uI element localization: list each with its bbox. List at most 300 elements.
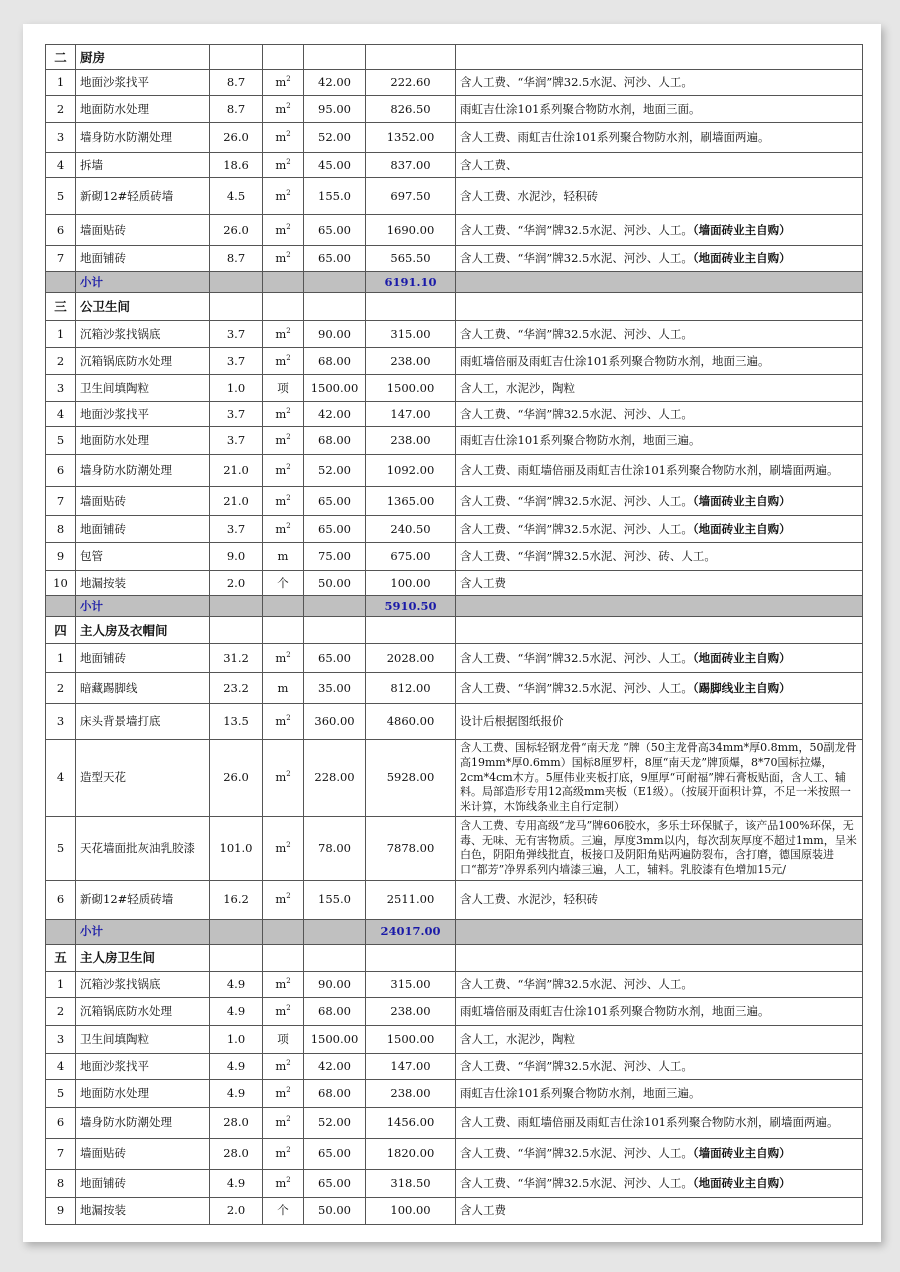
unit-base: m xyxy=(275,1146,287,1161)
item-unit-price: 360.00 xyxy=(304,704,366,740)
table-row xyxy=(46,348,863,375)
item-quantity: 101.0 xyxy=(210,816,263,880)
empty-cell xyxy=(456,596,863,617)
row-number: 9 xyxy=(46,1197,76,1224)
item-name: 沉箱锅底防水处理 xyxy=(76,348,210,375)
item-total: 5928.00 xyxy=(366,740,456,817)
subtotal-row xyxy=(46,919,863,944)
unit-base: m xyxy=(275,222,287,237)
empty-cell xyxy=(46,596,76,617)
item-total: 697.50 xyxy=(366,178,456,215)
item-quantity: 3.7 xyxy=(210,516,263,543)
empty-cell xyxy=(46,919,76,944)
row-number: 7 xyxy=(46,1138,76,1169)
item-total: 100.00 xyxy=(366,571,456,596)
description-text: 含人工费、“华润”牌32.5水泥、河沙、人工。 xyxy=(460,976,693,991)
item-name: 地面沙浆找平 xyxy=(76,70,210,96)
description-text: 含人工费、“华润”牌32.5水泥、河沙、人工。 xyxy=(460,326,693,341)
item-total: 837.00 xyxy=(366,153,456,178)
description-text: 含人工费、“华润”牌32.5水泥、河沙、人工。 xyxy=(460,680,693,695)
item-unit-price: 78.00 xyxy=(304,816,366,880)
table-row xyxy=(46,971,863,997)
item-total: 826.50 xyxy=(366,96,456,123)
row-number: 7 xyxy=(46,487,76,516)
item-quantity: 1.0 xyxy=(210,375,263,402)
table-row xyxy=(46,70,863,96)
item-total: 1690.00 xyxy=(366,215,456,246)
item-unit-price: 68.00 xyxy=(304,348,366,375)
item-unit-price: 50.00 xyxy=(304,1197,366,1224)
item-unit xyxy=(263,1138,304,1169)
item-unit xyxy=(263,402,304,427)
item-name: 地漏按装 xyxy=(76,1197,210,1224)
item-total: 315.00 xyxy=(366,321,456,348)
item-description xyxy=(456,1079,863,1107)
item-unit xyxy=(263,427,304,455)
item-quantity: 4.5 xyxy=(210,178,263,215)
unit-base: m xyxy=(275,75,287,89)
section-header xyxy=(46,293,863,321)
row-number: 7 xyxy=(46,246,76,272)
item-total: 238.00 xyxy=(366,348,456,375)
item-quantity: 28.0 xyxy=(210,1138,263,1169)
empty-cell xyxy=(366,944,456,971)
section-title: 公卫生间 xyxy=(76,293,210,321)
item-description xyxy=(456,543,863,571)
item-total: 238.00 xyxy=(366,1079,456,1107)
owner-supplied-note: （地面砖业主自购） xyxy=(692,650,791,665)
empty-cell xyxy=(456,293,863,321)
item-unit: 项 xyxy=(263,375,304,402)
table-row xyxy=(46,543,863,571)
item-quantity: 23.2 xyxy=(210,673,263,704)
unit-base: m xyxy=(275,406,287,421)
item-name: 地面铺砖 xyxy=(76,246,210,272)
item-quantity: 16.2 xyxy=(210,880,263,919)
row-number: 1 xyxy=(46,70,76,96)
item-quantity: 3.7 xyxy=(210,427,263,455)
item-quantity: 2.0 xyxy=(210,571,263,596)
row-number: 4 xyxy=(46,1053,76,1079)
item-name: 地面沙浆找平 xyxy=(76,402,210,427)
item-name: 暗藏踢脚线 xyxy=(76,673,210,704)
item-description xyxy=(456,70,863,96)
item-total: 222.60 xyxy=(366,70,456,96)
item-quantity: 4.9 xyxy=(210,997,263,1025)
table-row xyxy=(46,1197,863,1224)
unit-exponent: 2 xyxy=(286,770,291,779)
table-row xyxy=(46,487,863,516)
row-number: 8 xyxy=(46,1169,76,1197)
item-total: 315.00 xyxy=(366,971,456,997)
item-description xyxy=(456,487,863,516)
section-header xyxy=(46,617,863,644)
item-name: 沉箱锅底防水处理 xyxy=(76,997,210,1025)
item-unit xyxy=(263,70,304,96)
section-number: 二 xyxy=(46,45,76,70)
item-description xyxy=(456,571,863,596)
unit-exponent: 2 xyxy=(286,1146,291,1155)
description-text: 含人工费、“华润”牌32.5水泥、河沙、砖、人工。 xyxy=(460,549,716,563)
row-number: 4 xyxy=(46,153,76,178)
row-number: 5 xyxy=(46,816,76,880)
unit-base: m xyxy=(275,770,287,785)
unit-base: m xyxy=(275,976,287,991)
item-unit-price: 68.00 xyxy=(304,427,366,455)
item-unit xyxy=(263,455,304,487)
unit-exponent: 2 xyxy=(286,892,291,901)
unit-exponent: 2 xyxy=(286,650,291,659)
row-number: 10 xyxy=(46,571,76,596)
description-text: 含人工费、雨虹墙倍丽及雨虹吉仕涂101系列聚合物防水剂，刷墙面两遍。 xyxy=(460,1115,839,1130)
item-name: 地漏按装 xyxy=(76,571,210,596)
item-unit xyxy=(263,971,304,997)
item-unit-price: 52.00 xyxy=(304,1107,366,1138)
item-unit-price: 45.00 xyxy=(304,153,366,178)
item-quantity: 31.2 xyxy=(210,644,263,673)
item-quantity: 26.0 xyxy=(210,123,263,153)
item-description xyxy=(456,427,863,455)
table-row xyxy=(46,740,863,817)
item-name: 地面铺砖 xyxy=(76,516,210,543)
owner-supplied-note: （地面砖业主自购） xyxy=(692,521,791,536)
item-unit xyxy=(263,997,304,1025)
empty-cell xyxy=(210,596,263,617)
empty-cell xyxy=(263,272,304,293)
description-text: 含人工费、“华润”牌32.5水泥、河沙、人工。 xyxy=(460,650,693,665)
item-total: 1456.00 xyxy=(366,1107,456,1138)
row-number: 1 xyxy=(46,644,76,673)
table-row xyxy=(46,178,863,215)
table-row xyxy=(46,375,863,402)
item-name: 沉箱沙浆找锅底 xyxy=(76,321,210,348)
item-description xyxy=(456,1138,863,1169)
item-description xyxy=(456,153,863,178)
item-unit-price: 90.00 xyxy=(304,971,366,997)
subtotal-label: 小计 xyxy=(76,272,210,293)
item-name: 地面防水处理 xyxy=(76,96,210,123)
unit-exponent: 2 xyxy=(286,1115,291,1124)
item-name: 墙面贴砖 xyxy=(76,215,210,246)
empty-cell xyxy=(210,617,263,644)
table-row xyxy=(46,1025,863,1053)
row-number: 3 xyxy=(46,123,76,153)
item-name: 新砌12#轻质砖墙 xyxy=(76,178,210,215)
item-quantity: 3.7 xyxy=(210,402,263,427)
item-name: 拆墙 xyxy=(76,153,210,178)
item-unit-price: 65.00 xyxy=(304,246,366,272)
item-unit: 项 xyxy=(263,1025,304,1053)
item-total: 100.00 xyxy=(366,1197,456,1224)
row-number: 6 xyxy=(46,455,76,487)
table-row xyxy=(46,402,863,427)
unit-base: m xyxy=(275,326,287,341)
item-unit xyxy=(263,96,304,123)
empty-cell xyxy=(304,596,366,617)
item-unit-price: 65.00 xyxy=(304,516,366,543)
row-number: 5 xyxy=(46,427,76,455)
item-quantity: 28.0 xyxy=(210,1107,263,1138)
unit-base: m xyxy=(275,463,287,477)
table-row xyxy=(46,816,863,880)
item-quantity: 9.0 xyxy=(210,543,263,571)
empty-cell xyxy=(366,293,456,321)
description-text: 含人工费、“华润”牌32.5水泥、河沙、人工。 xyxy=(460,75,693,89)
row-number: 8 xyxy=(46,516,76,543)
row-number: 3 xyxy=(46,1025,76,1053)
description-text: 含人工费、“华润”牌32.5水泥、河沙、人工。 xyxy=(460,222,693,237)
empty-cell xyxy=(263,596,304,617)
unit-base: m xyxy=(275,650,287,665)
row-number: 2 xyxy=(46,997,76,1025)
item-description xyxy=(456,246,863,272)
empty-cell xyxy=(210,272,263,293)
item-unit: 个 xyxy=(263,571,304,596)
item-name: 造型天花 xyxy=(76,740,210,817)
item-quantity: 4.9 xyxy=(210,1169,263,1197)
unit-base: m xyxy=(275,251,287,265)
item-name: 地面防水处理 xyxy=(76,427,210,455)
item-unit-price: 75.00 xyxy=(304,543,366,571)
item-total: 238.00 xyxy=(366,427,456,455)
table-row xyxy=(46,96,863,123)
row-number: 5 xyxy=(46,178,76,215)
empty-cell xyxy=(304,617,366,644)
table-row xyxy=(46,215,863,246)
unit-base: m xyxy=(275,1058,287,1073)
item-total: 238.00 xyxy=(366,997,456,1025)
description-text: 雨虹吉仕涂101系列聚合物防水剂，地面三遍。 xyxy=(460,1085,701,1100)
row-number: 1 xyxy=(46,971,76,997)
item-unit-price: 65.00 xyxy=(304,1138,366,1169)
item-unit-price: 1500.00 xyxy=(304,375,366,402)
item-total: 2028.00 xyxy=(366,644,456,673)
item-name: 墙身防水防潮处理 xyxy=(76,123,210,153)
item-quantity: 21.0 xyxy=(210,455,263,487)
item-unit xyxy=(263,1107,304,1138)
description-text: 含人工费、“华润”牌32.5水泥、河沙、人工。 xyxy=(460,406,693,421)
item-unit-price: 155.0 xyxy=(304,178,366,215)
item-name: 墙身防水防潮处理 xyxy=(76,455,210,487)
item-name: 天花墙面批灰油乳胶漆 xyxy=(76,816,210,880)
item-unit-price: 52.00 xyxy=(304,123,366,153)
row-number: 6 xyxy=(46,215,76,246)
item-total: 7878.00 xyxy=(366,816,456,880)
owner-supplied-note: （地面砖业主自购） xyxy=(692,1175,791,1190)
table-row xyxy=(46,880,863,919)
empty-cell xyxy=(304,293,366,321)
item-unit xyxy=(263,487,304,516)
item-total: 240.50 xyxy=(366,516,456,543)
owner-supplied-note: （墙面砖业主自购） xyxy=(692,1146,791,1161)
item-name: 地面铺砖 xyxy=(76,644,210,673)
item-description xyxy=(456,1053,863,1079)
section-header xyxy=(46,45,863,70)
unit-base: m xyxy=(275,521,287,536)
item-name: 卫生间填陶粒 xyxy=(76,1025,210,1053)
item-total: 812.00 xyxy=(366,673,456,704)
empty-cell xyxy=(456,617,863,644)
table-row xyxy=(46,1138,863,1169)
table-row xyxy=(46,1053,863,1079)
unit-exponent: 2 xyxy=(286,326,291,335)
table-row xyxy=(46,1079,863,1107)
description-text: 含人工费、“华润”牌32.5水泥、河沙、人工。 xyxy=(460,251,693,265)
table-row xyxy=(46,704,863,740)
item-unit xyxy=(263,1053,304,1079)
item-quantity: 3.7 xyxy=(210,321,263,348)
item-unit-price: 68.00 xyxy=(304,997,366,1025)
subtotal-row xyxy=(46,596,863,617)
quotation-table xyxy=(45,44,863,1225)
item-unit-price: 155.0 xyxy=(304,880,366,919)
unit-exponent: 2 xyxy=(286,714,291,723)
row-number: 6 xyxy=(46,1107,76,1138)
table-row xyxy=(46,644,863,673)
subtotal-value: 5910.50 xyxy=(366,596,456,617)
item-unit-price: 50.00 xyxy=(304,571,366,596)
table-row xyxy=(46,427,863,455)
item-unit xyxy=(263,704,304,740)
description-text: 雨虹墙倍丽及雨虹吉仕涂101系列聚合物防水剂，地面三遍。 xyxy=(460,1003,770,1018)
item-quantity: 8.7 xyxy=(210,70,263,96)
empty-cell xyxy=(366,617,456,644)
empty-cell xyxy=(456,45,863,70)
item-unit xyxy=(263,740,304,817)
item-description xyxy=(456,880,863,919)
table-row xyxy=(46,1107,863,1138)
item-description xyxy=(456,215,863,246)
item-total: 1092.00 xyxy=(366,455,456,487)
empty-cell xyxy=(263,944,304,971)
item-description xyxy=(456,123,863,153)
item-description xyxy=(456,375,863,402)
item-unit-price: 42.00 xyxy=(304,402,366,427)
subtotal-label: 小计 xyxy=(76,596,210,617)
item-total: 4860.00 xyxy=(366,704,456,740)
empty-cell xyxy=(210,944,263,971)
unit-exponent: 2 xyxy=(286,353,291,362)
unit-base: m xyxy=(275,353,287,368)
item-quantity: 18.6 xyxy=(210,153,263,178)
unit-exponent: 2 xyxy=(286,433,291,442)
item-description xyxy=(456,971,863,997)
unit-base: m xyxy=(275,892,287,907)
item-description xyxy=(456,816,863,880)
item-description xyxy=(456,704,863,740)
item-quantity: 8.7 xyxy=(210,96,263,123)
description-text: 含人工，水泥沙，陶粒 xyxy=(460,380,575,395)
description-text: 雨虹吉仕涂101系列聚合物防水剂，地面三面。 xyxy=(460,101,701,116)
item-quantity: 13.5 xyxy=(210,704,263,740)
item-quantity: 3.7 xyxy=(210,348,263,375)
item-total: 675.00 xyxy=(366,543,456,571)
unit-exponent: 2 xyxy=(286,101,291,110)
item-description xyxy=(456,321,863,348)
item-quantity: 2.0 xyxy=(210,1197,263,1224)
owner-supplied-note: （地面砖业主自购） xyxy=(692,251,791,265)
subtotal-row xyxy=(46,272,863,293)
section-number: 五 xyxy=(46,944,76,971)
unit-base: m xyxy=(275,130,287,144)
empty-cell xyxy=(456,944,863,971)
unit-base: m xyxy=(275,1175,287,1190)
description-text: 含人工费、专用高级“龙马”牌606胶水，多乐士环保腻子，该产品100%环保，无毒、无味、无有害物质。三遍，厚度3mm以内，每次刮灰厚度不超过1mm，呈米白色，阴阳角弹线批直，板接口及阴阳角贴两遍防裂布，含打磨，德国原装进口“都芳”净界系列内墙漆三遍，人工，辅料。乳胶漆有色增加15元/ xyxy=(460,818,857,877)
table-row xyxy=(46,673,863,704)
description-text: 含人工费、雨虹墙倍丽及雨虹吉仕涂101系列聚合物防水剂，刷墙面两遍。 xyxy=(460,463,839,477)
item-name: 卫生间填陶粒 xyxy=(76,375,210,402)
subtotal-value: 6191.10 xyxy=(366,272,456,293)
item-total: 1352.00 xyxy=(366,123,456,153)
unit-base: m xyxy=(275,101,287,116)
unit-exponent: 2 xyxy=(286,251,291,260)
item-unit-price: 35.00 xyxy=(304,673,366,704)
section-title: 厨房 xyxy=(76,45,210,70)
owner-supplied-note: （墙面砖业主自购） xyxy=(692,493,791,508)
item-unit-price: 65.00 xyxy=(304,487,366,516)
description-text: 含人工费、雨虹吉仕涂101系列聚合物防水剂，刷墙面两遍。 xyxy=(460,130,770,144)
unit-exponent: 2 xyxy=(286,130,291,139)
item-unit xyxy=(263,1169,304,1197)
row-number: 1 xyxy=(46,321,76,348)
unit-exponent: 2 xyxy=(286,188,291,197)
empty-cell xyxy=(304,272,366,293)
item-description xyxy=(456,1107,863,1138)
item-description xyxy=(456,455,863,487)
unit-exponent: 2 xyxy=(286,463,291,472)
item-description xyxy=(456,402,863,427)
empty-cell xyxy=(263,293,304,321)
description-text: 含人工费、“华润”牌32.5水泥、河沙、人工。 xyxy=(460,1175,693,1190)
item-total: 147.00 xyxy=(366,1053,456,1079)
empty-cell xyxy=(366,45,456,70)
unit-exponent: 2 xyxy=(286,75,291,84)
row-number: 2 xyxy=(46,96,76,123)
item-description xyxy=(456,348,863,375)
subtotal-label: 小计 xyxy=(76,919,210,944)
section-number: 三 xyxy=(46,293,76,321)
item-name: 地面铺砖 xyxy=(76,1169,210,1197)
item-unit-price: 90.00 xyxy=(304,321,366,348)
table-row xyxy=(46,571,863,596)
item-total: 1820.00 xyxy=(366,1138,456,1169)
item-unit xyxy=(263,123,304,153)
unit-exponent: 2 xyxy=(286,157,291,166)
item-quantity: 26.0 xyxy=(210,215,263,246)
unit-exponent: 2 xyxy=(286,1086,291,1095)
item-description xyxy=(456,1025,863,1053)
unit-base: m xyxy=(275,493,287,508)
table-row xyxy=(46,153,863,178)
item-unit xyxy=(263,153,304,178)
item-unit-price: 42.00 xyxy=(304,70,366,96)
table-row xyxy=(46,455,863,487)
item-unit: 个 xyxy=(263,1197,304,1224)
item-description xyxy=(456,740,863,817)
item-unit-price: 65.00 xyxy=(304,644,366,673)
unit-exponent: 2 xyxy=(286,222,291,231)
empty-cell xyxy=(46,272,76,293)
table-row xyxy=(46,321,863,348)
item-name: 地面沙浆找平 xyxy=(76,1053,210,1079)
unit-base: m xyxy=(275,714,287,728)
empty-cell xyxy=(304,944,366,971)
item-total: 147.00 xyxy=(366,402,456,427)
description-text: 含人工费、水泥沙，轻积砖 xyxy=(460,188,598,203)
item-description xyxy=(456,1169,863,1197)
item-total: 1500.00 xyxy=(366,375,456,402)
item-description xyxy=(456,673,863,704)
